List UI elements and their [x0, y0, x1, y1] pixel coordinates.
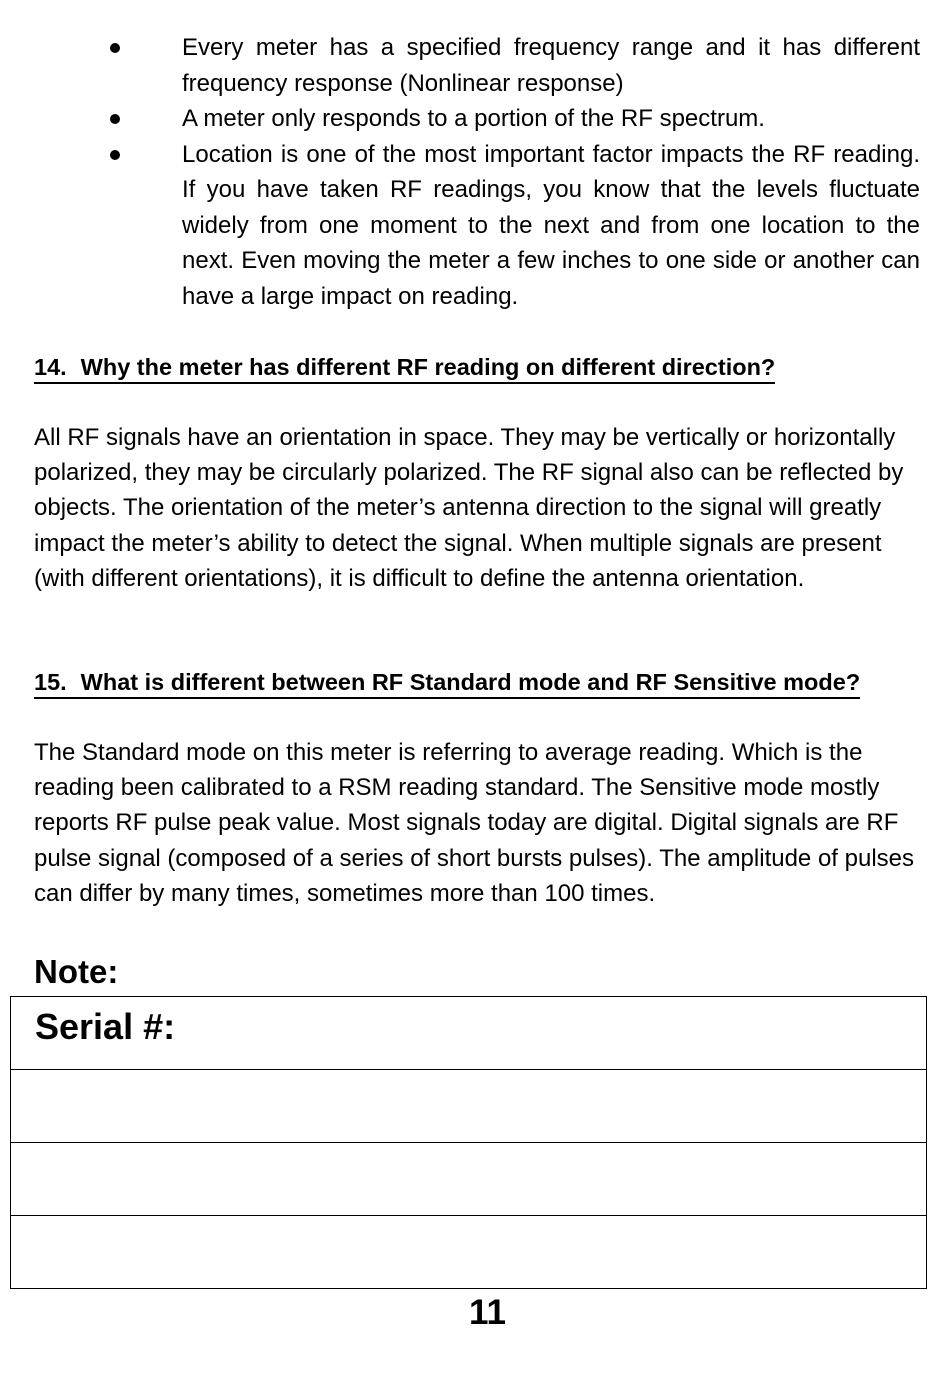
bullet-dot-icon — [110, 150, 120, 160]
notes-row-blank[interactable] — [11, 1143, 926, 1216]
serial-label: Serial #: — [35, 1006, 176, 1047]
section-14-heading — [34, 352, 775, 384]
bullet-text: A meter only responds to a portion of the RF spectrum. — [182, 105, 765, 132]
notes-row-blank[interactable] — [11, 1216, 926, 1288]
notes-table — [10, 996, 927, 1289]
bullet-text: Location is one of the most important factor impacts the RF reading. If you have taken RF readings, you know that the levels fluctuate widely from one moment to the next and from one location to the next. Even moving the meter a few inches to one side or another can have a large impact on reading. — [182, 140, 920, 310]
bullet-item — [0, 137, 920, 315]
section-14-title: Why the meter has different RF reading on different direction? — [80, 354, 776, 380]
note-label: Note: — [34, 953, 119, 990]
bullet-text: Every meter has a specified frequency range and it has different frequency response (Nonlinear response) — [182, 34, 920, 97]
section-14-number: 14. — [34, 354, 67, 380]
section-15-body: The Standard mode on this meter is referring to average reading. Which is the reading been calibrated to a RSM reading standard. The Sensitive mode mostly reports RF pulse peak value. Most signals today are digital. Digital signals are RF pulse signal (composed of a series of short bursts pulses). The amplitude of pulses can differ by many times, sometimes more than 100 times. — [34, 739, 915, 907]
bullet-dot-icon — [110, 114, 120, 124]
notes-row-blank[interactable] — [11, 1070, 926, 1143]
notes-row-serial[interactable] — [11, 997, 926, 1070]
section-15-title: What is different between RF Standard mode and RF Sensitive mode? — [80, 669, 861, 695]
bullet-item — [0, 101, 920, 137]
section-15-heading — [34, 667, 860, 699]
page-number: 11 — [469, 1293, 506, 1332]
section-15-number: 15. — [34, 669, 67, 695]
bullet-dot-icon — [110, 43, 120, 53]
bullet-list — [0, 30, 950, 314]
bullet-item — [0, 30, 920, 101]
section-14-body: All RF signals have an orientation in space. They may be vertically or horizontally polarized, they may be circularly polarized. The RF signal also can be reflected by objects. The orientation of the meter’s antenna direction to the signal will greatly impact the meter’s ability to detect the signal. When multiple signals are present (with different orientations), it is difficult to define the antenna orientation. — [34, 424, 904, 592]
